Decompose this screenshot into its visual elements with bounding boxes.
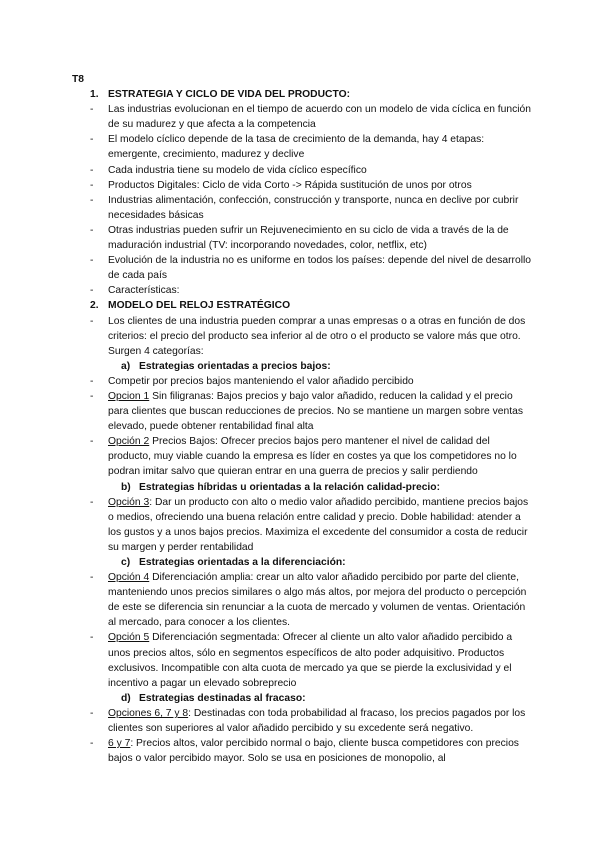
list-item: - 6 y 7: Precios altos, valor percibido normal o bajo, cliente busca competidores con precios bajos o valor percibido mayor. Solo se usa en posiciones de monopolio, al	[90, 738, 519, 765]
document-content	[72, 72, 532, 766]
list-item: - Opción 5 Diferenciación segmentada: Ofrecer al cliente un alto valor añadido percibido a unos precios altos, sólo en segmentos específicos de alto poder adquisitivo. Productos exclusivos. Incompatible con alta cuota de mercado ya que se pierde la exclusividad y el incentivo a pagar un elevado sobreprecio	[90, 632, 513, 689]
section-1-heading	[72, 87, 532, 102]
list-item: - Características:	[90, 285, 180, 297]
list-item: - Industrias alimentación, confección, construcción y transporte, nunca en declive por cubrir necesidades básicas	[90, 194, 519, 221]
list-item: - Evolución de la industria no es uniforme en todos los países: depende del nivel de desarrollo de cada país	[90, 255, 532, 282]
list-item: - Competir por precios bajos manteniendo el valor añadido percibido	[90, 375, 414, 387]
list-item: - Los clientes de una industria pueden comprar a unas empresas o a otras en función de dos criterios: el precio del producto sea inferior al de otro o el producto se valore más que otro. Surgen 4 categorías:	[90, 315, 526, 357]
subsection-c-heading: c) Estrategias orientadas a la diferenciación:	[121, 557, 346, 568]
subsection-d-heading: d) Estrategias destinadas al fracaso:	[121, 692, 306, 704]
section-title: ESTRATEGIA Y CICLO DE VIDA DEL PRODUCTO:	[108, 89, 351, 101]
section-number: 1.	[90, 89, 99, 101]
list-item: - Opción 2 Precios Bajos: Ofrecer precios bajos pero mantener el nivel de calidad del producto, muy viable cuando la empresa es líder en costes ya que los competidores no lo podran imitar salvo que quieran entrar en una guerra de precios y salir perdiendo	[90, 436, 517, 478]
list-item: - Otras industrias pueden sufrir un Rejuvenecimiento en su ciclo de vida a través de la de maduración industrial (TV: incorporando novedades, color, netflix, etc)	[90, 224, 509, 252]
list-item: - Cada industria tiene su modelo de vida cíclico específico	[90, 164, 367, 176]
section-title: MODELO DEL RELOJ ESTRATÉGICO	[108, 300, 291, 312]
list-item: - Productos Digitales: Ciclo de vida Corto -> Rápida sustitución de unos por otros	[90, 179, 472, 191]
list-item: - Opciones 6, 7 y 8: Destinadas con toda probabilidad al fracaso, los precios pagados por los clientes son superiores al valor añadido percibido y su excedente será negativo.	[90, 707, 526, 735]
list-item: - Opcion 1 Sin filigranas: Bajos precios y bajo valor añadido, reducen la calidad y el precio para clientes que buscan reducciones de precios. No se mantiene un margen sobre ventas elevado, puede obtener rentabilidad final alta	[90, 390, 523, 433]
document-title: T8	[72, 74, 85, 85]
subsection-a-heading: a) Estrategias orientadas a precios bajos:	[121, 360, 331, 372]
list-item: - Las industrias evolucionan en el tiempo de acuerdo con un modelo de vida cíclica en función de su madurez y que afecta a la competencia	[90, 104, 532, 131]
section-number: 2.	[90, 300, 99, 312]
list-item: - Opción 4 Diferenciación amplia: crear un alto valor añadido percibido por parte del cliente, manteniendo unos precios similares o algo más altos, por mejora del producto o percepción de este se diferencia sin renunciar a la cuota de mercado y volumen de ventas. Orientación al mercado, para conocer a los clientes.	[90, 572, 527, 629]
list-item: - El modelo cíclico depende de la tasa de crecimiento de la demanda, hay 4 etapas: emergente, crecimiento, madurez y declive	[90, 134, 485, 161]
subsection-b-heading: b) Estrategias híbridas u orientadas a la relación calidad-precio:	[121, 481, 440, 493]
list-item: - Opción 3: Dar un producto con alto o medio valor añadido percibido, mantiene precios bajos o medios, ofreciendo una buena relación entre calidad y precio. Doble habilidad: atender a los gustos y a unos bajos precios. Maximiza el excedente del consumidor a costa de reducir su margen y perder rentabilidad	[90, 496, 529, 553]
section-2-heading	[72, 298, 532, 313]
